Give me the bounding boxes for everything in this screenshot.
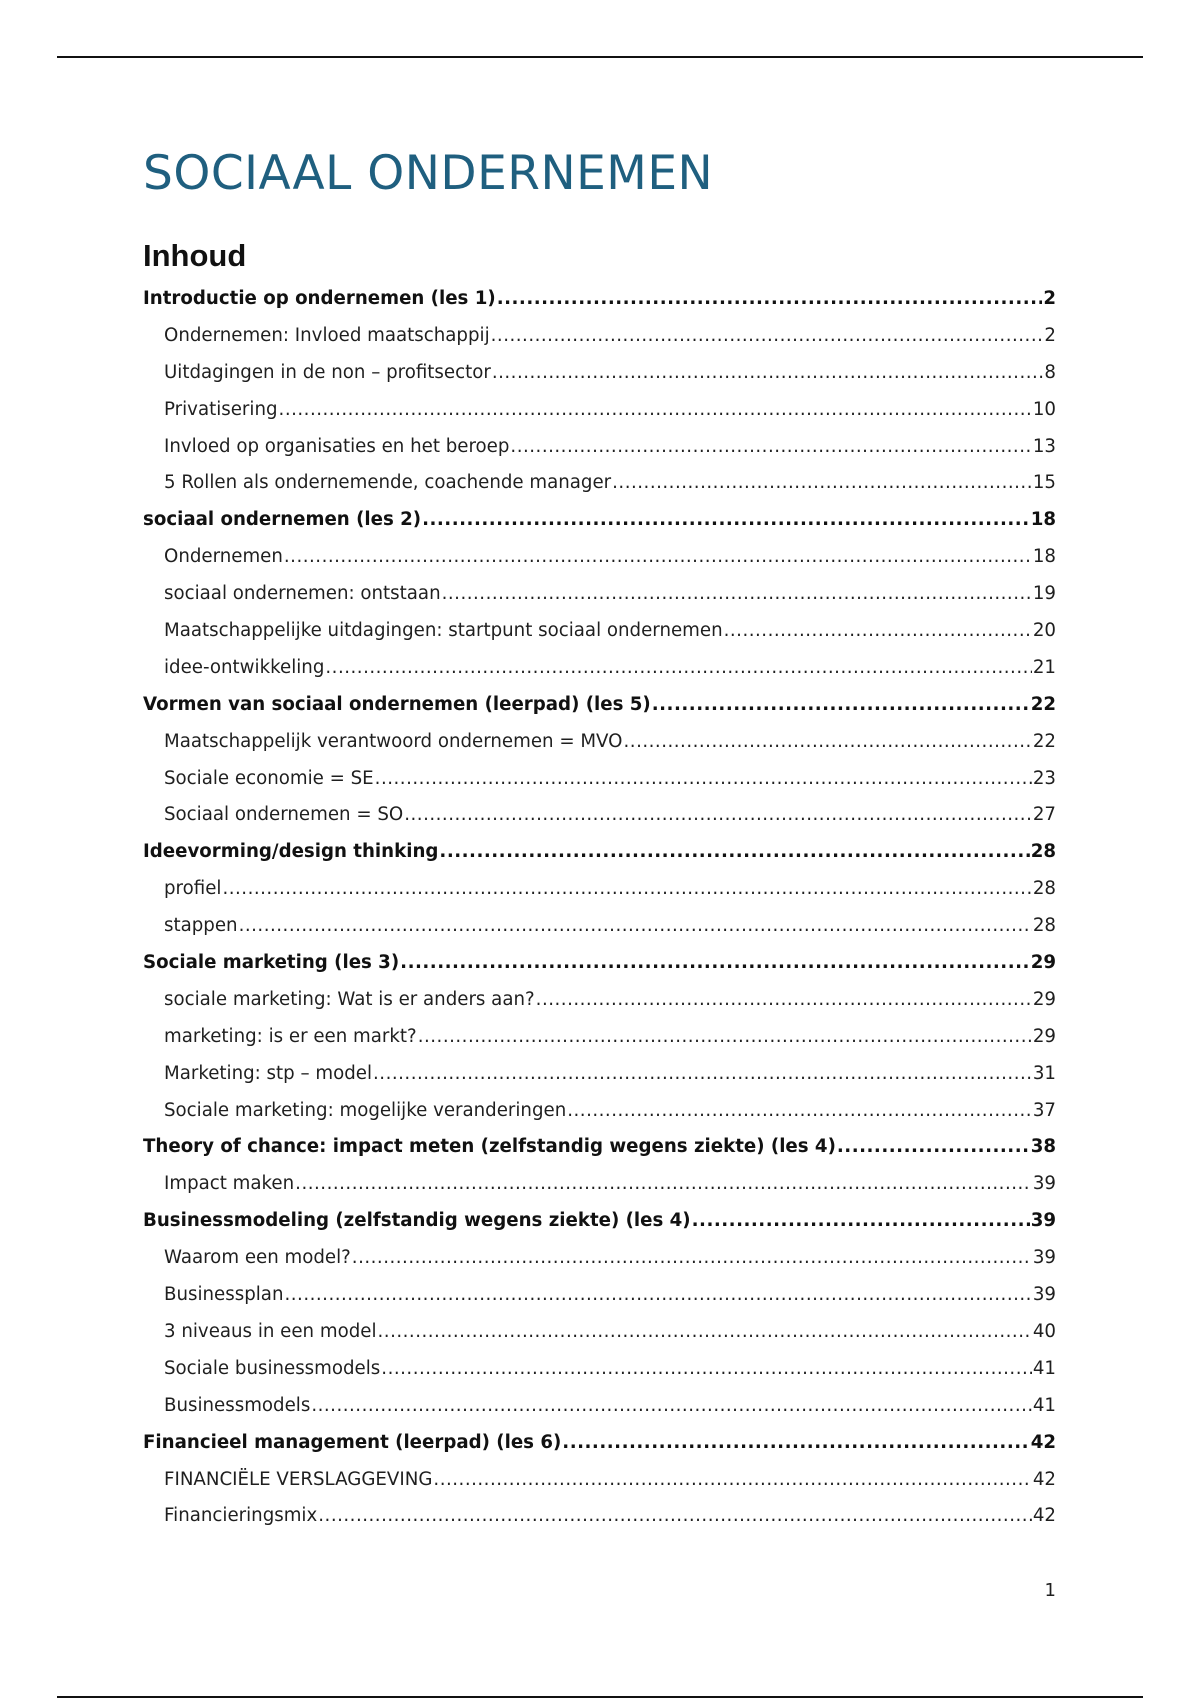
toc-entry-page: 20 [1032, 620, 1056, 642]
toc-entry-text: Financieringsmix [164, 1505, 318, 1527]
toc-entry-text: Maatschappelijk verantwoord ondernemen = MVO [164, 730, 623, 752]
toc-entry-text: Businessmodels [164, 1394, 311, 1416]
toc-section-entry[interactable] [143, 1498, 1056, 1535]
document-title: SOCIAAL ONDERNEMEN [143, 146, 714, 201]
toc-section-entry[interactable] [143, 1351, 1056, 1388]
toc-dot-leader [422, 502, 1030, 539]
toc-entry-text: sociaal ondernemen: ontstaan [164, 583, 441, 605]
toc-entry-page: 39 [1032, 1247, 1056, 1269]
toc-entry-text: Marketing: stp – model [164, 1062, 372, 1084]
toc-entry-text: idee-ontwikkeling [164, 656, 325, 678]
toc-section-entry[interactable] [143, 355, 1056, 392]
toc-entry-page: 37 [1032, 1099, 1056, 1121]
toc-section-entry[interactable] [143, 1240, 1056, 1277]
toc-section-entry[interactable] [143, 1462, 1056, 1499]
toc-entry-page: 39 [1032, 1173, 1056, 1195]
toc-entry-page: 42 [1032, 1505, 1056, 1527]
toc-dot-leader [325, 650, 1031, 687]
toc-section-entry[interactable] [143, 539, 1056, 576]
toc-dot-leader [279, 392, 1032, 429]
toc-dot-leader [652, 687, 1030, 724]
toc-entry-page: 23 [1032, 767, 1056, 789]
toc-entry-page: 13 [1032, 435, 1056, 457]
toc-section-entry[interactable] [143, 318, 1056, 355]
toc-entry-text: Sociale economie = SE [164, 767, 374, 789]
toc-entry-page: 8 [1044, 361, 1056, 383]
toc-dot-leader [562, 1425, 1029, 1462]
toc-entry-text: FINANCIËLE VERSLAGGEVING [164, 1468, 433, 1490]
toc-entry-text: Ondernemen: Invloed maatschappij [164, 324, 490, 346]
toc-entry-page: 28 [1032, 915, 1056, 937]
toc-entry-page: 28 [1030, 841, 1056, 863]
toc-section-entry[interactable] [143, 982, 1056, 1019]
toc-entry-page: 19 [1032, 583, 1056, 605]
toc-entry-text: marketing: is er een markt? [164, 1025, 417, 1047]
toc-dot-leader [497, 281, 1043, 318]
toc-entry-page: 22 [1030, 693, 1056, 715]
toc-dot-leader [567, 1093, 1032, 1130]
toc-section-entry[interactable] [143, 650, 1056, 687]
toc-entry-page: 18 [1030, 509, 1056, 531]
footer-rule [57, 1696, 1143, 1698]
toc-entry-text: Theory of chance: impact meten (zelfstandig wegens ziekte) (les 4) [143, 1136, 836, 1158]
toc-entry-text: Sociaal ondernemen = SO [164, 804, 404, 826]
toc-entry-page: 41 [1032, 1394, 1056, 1416]
toc-chapter-entry[interactable] [143, 1129, 1056, 1166]
toc-entry-page: 10 [1032, 398, 1056, 420]
toc-dot-leader [510, 429, 1031, 466]
header-rule [57, 56, 1143, 58]
toc-entry-text: Vormen van sociaal ondernemen (leerpad) (les 5) [143, 693, 651, 715]
toc-entry-page: 15 [1032, 472, 1056, 494]
toc-dot-leader [318, 1498, 1032, 1535]
toc-chapter-entry[interactable] [143, 945, 1056, 982]
toc-entry-text: Impact maken [164, 1173, 295, 1195]
toc-heading: Inhoud [143, 238, 247, 273]
toc-section-entry[interactable] [143, 1166, 1056, 1203]
toc-dot-leader [375, 761, 1032, 798]
toc-dot-leader [418, 1019, 1032, 1056]
toc-chapter-entry[interactable] [143, 502, 1056, 539]
toc-entry-page: 18 [1032, 546, 1056, 568]
toc-dot-leader [624, 724, 1032, 761]
toc-entry-page: 29 [1030, 952, 1056, 974]
toc-entry-text: Ideevorming/design thinking [143, 841, 439, 863]
toc-dot-leader [404, 797, 1032, 834]
toc-entry-text: profiel [164, 878, 222, 900]
toc-entry-text: Financieel management (leerpad) (les 6) [143, 1431, 562, 1453]
toc-dot-leader [400, 945, 1030, 982]
toc-dot-leader [433, 1462, 1031, 1499]
toc-section-entry[interactable] [143, 1093, 1056, 1130]
toc-dot-leader [612, 465, 1032, 502]
toc-section-entry[interactable] [143, 761, 1056, 798]
toc-entry-text: sociale marketing: Wat is er anders aan? [164, 988, 535, 1010]
toc-dot-leader [381, 1351, 1032, 1388]
toc-dot-leader [222, 871, 1031, 908]
toc-entry-page: 2 [1044, 324, 1056, 346]
toc-section-entry[interactable] [143, 392, 1056, 429]
toc-dot-leader [284, 1277, 1031, 1314]
toc-dot-leader [442, 576, 1032, 613]
toc-entry-text: Businessplan [164, 1284, 284, 1306]
toc-entry-page: 40 [1032, 1320, 1056, 1342]
toc-entry-page: 29 [1032, 988, 1056, 1010]
toc-entry-text: Businessmodeling (zelfstandig wegens ziekte) (les 4) [143, 1210, 691, 1232]
toc-entry-text: Invloed op organisaties en het beroep [164, 435, 510, 457]
toc-entry-text: 5 Rollen als ondernemende, coachende manager [164, 472, 612, 494]
toc-dot-leader [724, 613, 1032, 650]
toc-section-entry[interactable] [143, 1277, 1056, 1314]
toc-dot-leader [311, 1388, 1032, 1425]
toc-section-entry[interactable] [143, 908, 1056, 945]
toc-entry-text: Waarom een model? [164, 1247, 351, 1269]
toc-section-entry[interactable] [143, 576, 1056, 613]
toc-entry-text: 3 niveaus in een model [164, 1320, 377, 1342]
toc-section-entry[interactable] [143, 797, 1056, 834]
toc-entry-page: 2 [1043, 288, 1056, 309]
toc-section-entry[interactable] [143, 1019, 1056, 1056]
toc-chapter-entry[interactable] [143, 281, 1056, 318]
toc-entry-text: sociaal ondernemen (les 2) [143, 509, 422, 531]
toc-entry-page: 22 [1032, 730, 1056, 752]
toc-entry-text: Sociale marketing: mogelijke veranderingen [164, 1099, 567, 1121]
toc-dot-leader [492, 355, 1044, 392]
toc-entry-text: Sociale businessmodels [164, 1357, 381, 1379]
toc-dot-leader [439, 834, 1029, 871]
toc-dot-leader [692, 1203, 1030, 1240]
toc-entry-page: 39 [1032, 1284, 1056, 1306]
toc-entry-page: 21 [1032, 656, 1056, 678]
toc-entry-page: 39 [1030, 1210, 1056, 1232]
toc-dot-leader [536, 982, 1032, 1019]
toc-dot-leader [352, 1240, 1032, 1277]
toc-entry-page: 28 [1032, 878, 1056, 900]
toc-dot-leader [239, 908, 1032, 945]
toc-entry-text: Ondernemen [164, 546, 283, 568]
toc-entry-text: Introductie op ondernemen (les 1) [143, 288, 496, 309]
toc-chapter-entry[interactable] [143, 1425, 1056, 1462]
toc-entry-page: 41 [1032, 1357, 1056, 1379]
toc-entry-text: Uitdagingen in de non – profitsector [164, 361, 491, 383]
toc-dot-leader [295, 1166, 1032, 1203]
toc-dot-leader [378, 1314, 1032, 1351]
toc-dot-leader [491, 318, 1044, 355]
toc-entry-page: 27 [1032, 804, 1056, 826]
table-of-contents [143, 281, 1056, 1535]
toc-dot-leader [284, 539, 1032, 576]
toc-section-entry[interactable] [143, 871, 1056, 908]
toc-chapter-entry[interactable] [143, 1203, 1056, 1240]
toc-section-entry[interactable] [143, 429, 1056, 466]
toc-section-entry[interactable] [143, 1388, 1056, 1425]
toc-entry-text: Privatisering [164, 398, 278, 420]
toc-section-entry[interactable] [143, 724, 1056, 761]
page-number: 1 [1044, 1580, 1056, 1601]
toc-entry-text: Maatschappelijke uitdagingen: startpunt sociaal ondernemen [164, 620, 723, 642]
toc-entry-page: 42 [1030, 1431, 1056, 1453]
toc-section-entry[interactable] [143, 613, 1056, 650]
toc-section-entry[interactable] [143, 1056, 1056, 1093]
toc-entry-text: Sociale marketing (les 3) [143, 952, 400, 974]
toc-entry-page: 31 [1032, 1062, 1056, 1084]
toc-entry-page: 38 [1030, 1136, 1056, 1158]
toc-entry-text: stappen [164, 915, 238, 937]
toc-section-entry[interactable] [143, 1314, 1056, 1351]
toc-entry-page: 29 [1032, 1025, 1056, 1047]
toc-dot-leader [837, 1129, 1030, 1166]
toc-chapter-entry[interactable] [143, 687, 1056, 724]
toc-chapter-entry[interactable] [143, 834, 1056, 871]
toc-entry-page: 42 [1032, 1468, 1056, 1490]
toc-section-entry[interactable] [143, 465, 1056, 502]
toc-dot-leader [373, 1056, 1032, 1093]
